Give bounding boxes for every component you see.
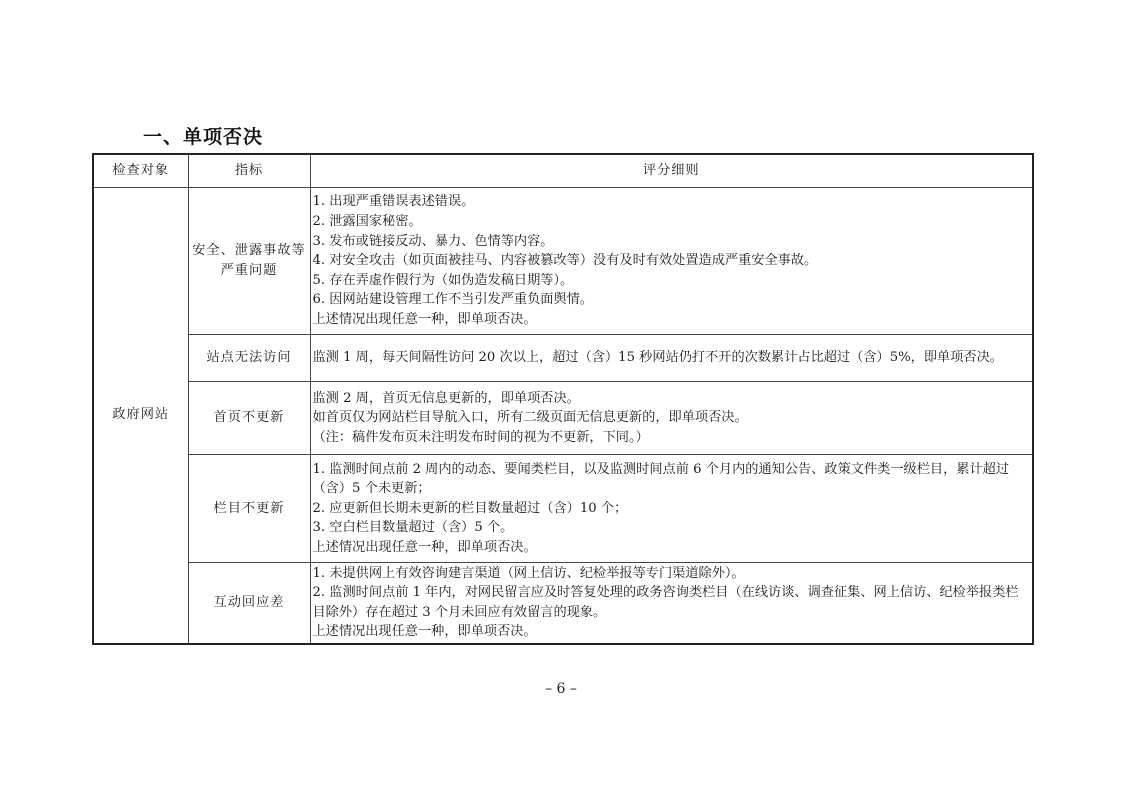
criteria-line: 5. 存在弄虚作假行为（如伪造发稿日期等）。: [312, 272, 574, 288]
indicator-cell: 站点无法访问: [188, 335, 310, 382]
criteria-cell: [310, 188, 1033, 335]
criteria-line: 3. 空白栏目数量超过（含）5 个。: [312, 520, 514, 536]
criteria-line: 2. 应更新但长期未更新的栏目数量超过（含）10 个；: [312, 500, 628, 516]
criteria-line: 1. 监测时间点前 2 周内的动态、要闻类栏目，以及监测时间点前 6 个月内的通知公告、政策文件类一级栏目，累计超过（含）5 个未更新；: [312, 461, 1010, 497]
criteria-line: （注：稿件发布页未注明发布时间的视为不更新，下同。）: [312, 429, 649, 445]
table-row: [93, 188, 1033, 335]
criteria-line: 6. 因网站建设管理工作不当引发严重负面舆情。: [312, 292, 594, 308]
indicator-cell: 安全、泄露事故等严重问题: [188, 188, 310, 335]
page-number: – 6 –: [545, 681, 577, 697]
criteria-cell: [310, 335, 1033, 382]
indicator-cell: 栏目不更新: [188, 455, 310, 563]
object-cell: 政府网站: [93, 188, 188, 644]
criteria-line: 监测 2 周，首页无信息更新的，即单项否决。: [312, 390, 580, 406]
criteria-line: 上述情况出现任意一种，即单项否决。: [312, 311, 537, 327]
table-row: [93, 335, 1033, 382]
criteria-line: 监测 1 周，每天间隔性访问 20 次以上，超过（含）15 秒网站仍打不开的次数累计占比超过（含）5%，即单项否决。: [312, 350, 1003, 366]
criteria-line: 2. 监测时间点前 1 年内，对网民留言应及时答复处理的政务咨询类栏目（在线访谈、调查征集、网上信访、纪检举报类栏目除外）存在超过 3 个月未回应有效留言的现象。: [312, 585, 1019, 620]
criteria-line: 2. 泄露国家秘密。: [312, 214, 422, 230]
veto-rules-table: [92, 153, 1034, 645]
criteria-line: 如首页仅为网站栏目导航入口，所有二级页面无信息更新的，即单项否决。: [312, 410, 748, 426]
table-header-row: [93, 154, 1033, 188]
table-row: [93, 382, 1033, 455]
section-title: 一、单项否决: [143, 126, 264, 148]
indicator-cell: 互动回应差: [188, 563, 310, 644]
criteria-cell: [310, 563, 1033, 644]
indicator-cell: 首页不更新: [188, 382, 310, 455]
criteria-line: 1. 未提供网上有效咨询建言渠道（网上信访、纪检举报等专门渠道除外）。: [312, 565, 745, 581]
criteria-cell: [310, 455, 1033, 563]
criteria-line: 3. 发布或链接反动、暴力、色情等内容。: [312, 233, 554, 249]
header-criteria: 评分细则: [310, 154, 1033, 188]
table-row: [93, 563, 1033, 644]
table-row: [93, 455, 1033, 563]
header-object: 检查对象: [93, 154, 188, 188]
criteria-line: 上述情况出现任意一种，即单项否决。: [312, 539, 537, 555]
criteria-line: 1. 出现严重错误表述错误。: [312, 194, 475, 210]
criteria-line: 4. 对安全攻击（如页面被挂马、内容被篡改等）没有及时有效处置造成严重安全事故。: [312, 253, 818, 269]
header-indicator: 指标: [188, 154, 310, 188]
criteria-line: 上述情况出现任意一种，即单项否决。: [312, 624, 537, 640]
criteria-cell: [310, 382, 1033, 455]
